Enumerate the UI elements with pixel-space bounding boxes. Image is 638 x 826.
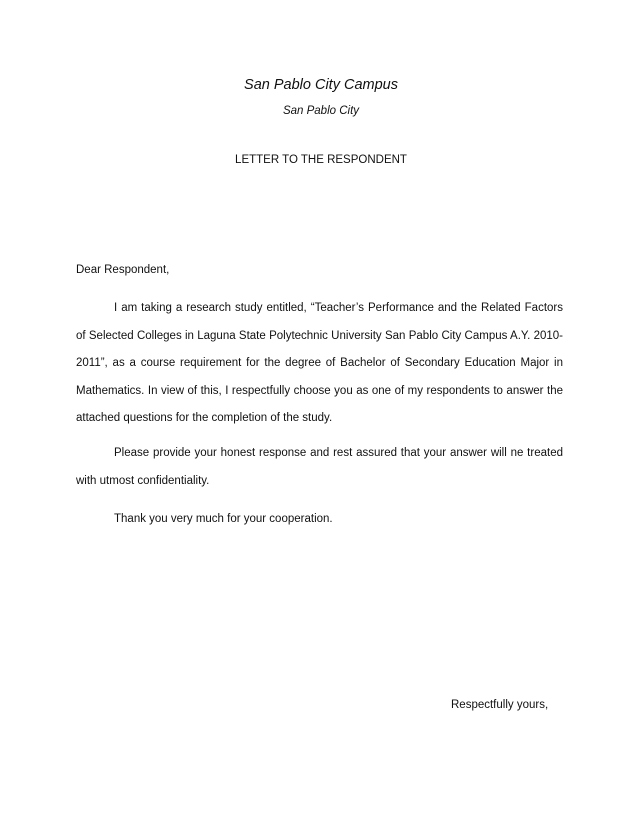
closing-line: Respectfully yours,: [451, 699, 549, 711]
city-subheading: San Pablo City: [282, 105, 360, 117]
body-paragraph-2: Please provide your honest response and rest assured that your answer will ne treated with utmost confidentiality.: [76, 447, 563, 487]
salutation: Dear Respondent,: [76, 264, 170, 276]
letter-title: LETTER TO THE RESPONDENT: [235, 154, 407, 166]
body-paragraph-3: Thank you very much for your cooperation.: [114, 513, 333, 525]
body-paragraph-1: I am taking a research study entitled, “Teacher’s Performance and the Related Factors of Selected Colleges in Laguna State Polytechnic University San Pablo City Campus A.Y. 2010-2011”, as a course requirement for the degree of Bachelor of Secondary Education Major in Mathematics. In view of this, I respectfully choose you as one of my respondents to answer the attached questions for the completion of the study.: [76, 302, 563, 424]
campus-heading: San Pablo City Campus: [244, 77, 398, 93]
